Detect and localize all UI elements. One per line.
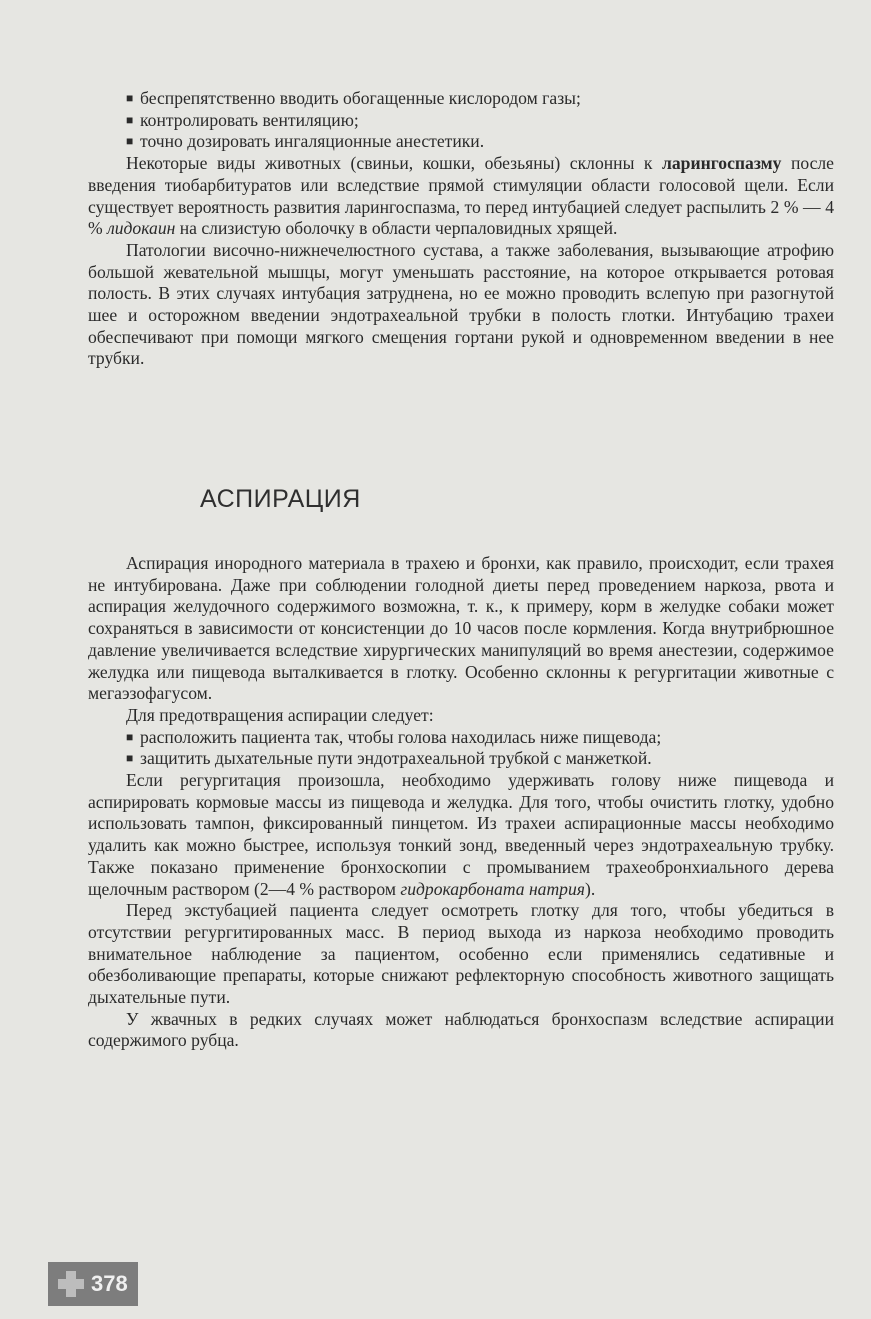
paragraph-tmj: Патологии височно-нижнечелюстного сустава, а также заболевания, вызывающие атрофию большой жевательной мышцы, могут уменьшать расстояние, на которое открывается ротовая полость. В этих случаях интубация затруднена, но ее можно проводить вслепую при разогнутой шее и осторожном введении эндотрахеальной трубки в полость глотки. Интубацию трахеи обеспечивают при помощи мягкого смещения гортани рукой и одновременном введении в нее трубки. xyxy=(88,239,834,369)
paragraph-ruminants: У жвачных в редких случаях может наблюдаться бронхоспазм вследствие аспирации содержимого рубца. xyxy=(88,1008,834,1051)
list-item: ■ расположить пациента так, чтобы голова находилась ниже пищевода; xyxy=(126,726,662,747)
bullet-icon: ■ xyxy=(126,729,134,744)
text-column-bottom xyxy=(88,553,834,1052)
term-laryngospasm: ларингоспазму xyxy=(662,153,782,174)
bullet-icon: ■ xyxy=(126,112,134,127)
term-lidocaine: лидокаин xyxy=(107,218,176,239)
paragraph-extubation: Перед экстубацией пациента следует осмотреть глотку для того, чтобы убедиться в отсутствии регургитированных масс. В период выхода из наркоза необходимо проводить внимательное наблюдение за пациентом, особенно если применялись седативные и обезболивающие препараты, которые снижают рефлекторную способность животного защищать дыхательные пути. xyxy=(88,900,834,1008)
page-footer xyxy=(48,1262,138,1306)
list-item: ■ защитить дыхательные пути эндотрахеальной трубкой с манжеткой. xyxy=(126,748,652,769)
bullet-icon: ■ xyxy=(126,91,134,105)
paragraph-aspiration: Аспирация инородного материала в трахею и бронхи, как правило, происходит, если трахея не интубирована. Даже при соблюдении голодной диеты перед проведением наркоза, рвота и аспирация желудочного содержимого возможна, т. к., к примеру, корм в желудке собаки может сохраняться в зависимости от консистенции до 10 часов после кормления. Когда внутрибрюшное давление увеличивается вследствие хирургических манипуляций во время анестезии, содержимое желудка или пищевода выталкивается в глотку. Особенно склонны к регургитации животные с мегаэзофагусом. xyxy=(88,553,834,704)
list-item: ■ контролировать вентиляцию; xyxy=(126,109,359,130)
page-number: 378 xyxy=(91,1271,128,1296)
list-item: ■ беспрепятственно вводить обогащенные кислородом газы; xyxy=(126,88,581,108)
text-column-top xyxy=(88,88,834,370)
medical-cross-icon xyxy=(56,1269,86,1299)
paragraph-laryngospasm: Некоторые виды животных (свиньи, кошки, обезьяны) склонны к ларингоспазму после введения тиобарбитуратов или вследствие прямой стимуляции области голосовой щели. Если существует вероятность развития ларингоспазма, то перед интубацией следует распылить 2 % — 4 % лидокаин на слизистую оболочку в области черпаловидных хрящей. xyxy=(88,153,834,239)
section-title: АСПИРАЦИЯ xyxy=(200,485,361,513)
list-item: ■ точно дозировать ингаляционные анестетики. xyxy=(126,131,485,152)
paragraph-prevent-intro: Для предотвращения аспирации следует: xyxy=(126,704,434,725)
bullet-icon: ■ xyxy=(126,751,134,766)
paragraph-regurgitation: Если регургитация произошла, необходимо удерживать голову ниже пищевода и аспирировать кормовые массы из пищевода и желудка. Для того, чтобы очистить глотку, удобно использовать тампон, фиксированный пинцетом. Из трахеи аспирационные массы необходимо удалить как можно быстрее, используя тонкий зонд, введенный через эндотрахеальную трубку. Также показано применение бронхоскопии с промыванием трахеобронхиального дерева щелочным раствором (2—4 % раствором гидрокарбоната натрия). xyxy=(88,770,834,899)
bullet-icon: ■ xyxy=(126,134,134,149)
term-sodium-bicarbonate: гидрокарбоната натрия xyxy=(400,878,585,899)
